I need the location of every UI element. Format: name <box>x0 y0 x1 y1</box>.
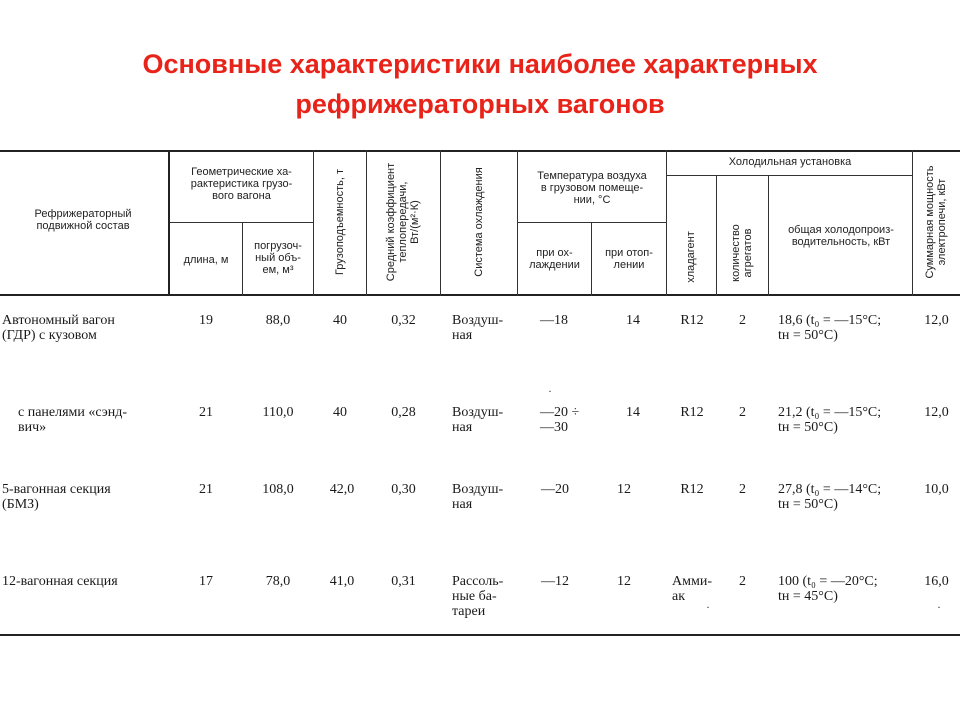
scan-speck: · <box>548 384 552 398</box>
row-1-cooling: Воздуш- ная <box>452 405 504 435</box>
row-3-refrigerant: Амми- ак <box>672 574 712 604</box>
row-2-volume: 108,0 <box>262 482 294 497</box>
header-temperature: Температура воздуха в грузовом помеще- нии, °С <box>537 170 647 206</box>
row-3-coeff: 0,31 <box>391 574 416 589</box>
vrule-2 <box>313 150 314 296</box>
vrule-9 <box>768 175 769 296</box>
header-total-capacity: общая холодопроиз- водительность, кВт <box>788 224 894 248</box>
header-units-count: количество агрегатов <box>730 224 754 282</box>
header-heat-coeff: Средний коэффициент теплопередачи, Вт/(м²·К) <box>385 162 421 282</box>
row-1-power: 12,0 <box>924 405 949 420</box>
row-0-t-heat: 14 <box>626 313 640 328</box>
row-1-name: с панелями «сэнд- вич» <box>18 405 128 435</box>
scan-speck: · <box>706 600 710 614</box>
row-1-total: 21,2 (t₀ = —15°С; tн = 50°С) <box>778 405 882 435</box>
row-1-length: 21 <box>199 405 213 420</box>
row-0-power: 12,0 <box>924 313 949 328</box>
row-2-length: 21 <box>199 482 213 497</box>
row-3-power: 16,0 <box>924 574 949 589</box>
scan-speck: · <box>937 600 941 614</box>
header-refrigeration-unit: Холодильная установка <box>728 156 852 168</box>
row-1-coeff: 0,28 <box>391 405 416 420</box>
slide-title-line-2: рефрижераторных вагонов <box>295 89 665 119</box>
header-bottom-rule <box>0 294 960 296</box>
row-3-cooling: Рассоль- ные ба- тареи <box>452 574 504 619</box>
table-bottom-rule <box>0 634 960 636</box>
row-3-t-cool: —12 <box>541 574 569 589</box>
header-rule-refrig <box>667 175 913 176</box>
row-2-cooling: Воздуш- ная <box>452 482 504 512</box>
row-3-volume: 78,0 <box>265 574 291 589</box>
row-3-length: 17 <box>199 574 213 589</box>
row-0-length: 19 <box>199 313 213 328</box>
vrule-3 <box>366 150 367 296</box>
header-temp-cooling: при ох- лаждении <box>529 247 580 271</box>
header-volume: погрузоч- ный объ- ем, м³ <box>254 240 302 276</box>
row-2-refrigerant: R12 <box>680 482 704 497</box>
header-capacity: Грузоподъемность, т <box>334 168 346 276</box>
vrule-8 <box>716 175 717 296</box>
row-2-capacity: 42,0 <box>329 482 355 497</box>
header-temp-heating: при отоп- лении <box>605 247 653 271</box>
row-1-t-heat: 14 <box>626 405 640 420</box>
header-cooling-system: Система охлаждения <box>473 167 485 277</box>
row-1-capacity: 40 <box>333 405 347 420</box>
vrule-7 <box>666 150 667 296</box>
row-0-name: Автономный вагон (ГДР) с кузовом <box>2 313 115 343</box>
row-3-t-heat: 12 <box>617 574 631 589</box>
row-0-volume: 88,0 <box>265 313 291 328</box>
row-3-total: 100 (t₀ = —20°С; tн = 45°С) <box>778 574 878 604</box>
header-length: длина, м <box>183 254 229 266</box>
row-0-coeff: 0,32 <box>391 313 416 328</box>
header-rolling-stock: Рефрижераторный подвижной состав <box>34 208 132 232</box>
row-0-units: 2 <box>739 313 746 328</box>
row-2-name: 5-вагонная секция (БМЗ) <box>2 482 111 512</box>
row-1-volume: 110,0 <box>262 405 294 420</box>
header-geometry: Геометрические ха- рактеристика грузо- вого вагона <box>190 166 293 202</box>
row-2-total: 27,8 (t₀ = —14°С; tн = 50°С) <box>778 482 882 512</box>
slide-title-line-1: Основные характеристики наиболее характерных <box>142 49 818 79</box>
vrule-10 <box>912 150 913 296</box>
row-0-refrigerant: R12 <box>680 313 704 328</box>
vrule-4 <box>440 150 441 296</box>
row-1-t-cool: —20 ÷ —30 <box>540 405 580 435</box>
row-2-power: 10,0 <box>924 482 949 497</box>
row-0-cooling: Воздуш- ная <box>452 313 504 343</box>
row-0-t-cool: —18 <box>540 313 568 328</box>
header-refrigerant: хладагент <box>685 231 697 283</box>
row-2-t-cool: —20 <box>541 482 569 497</box>
row-2-units: 2 <box>739 482 746 497</box>
row-3-units: 2 <box>739 574 746 589</box>
row-0-capacity: 40 <box>333 313 347 328</box>
header-rule-temperature <box>518 222 666 223</box>
row-1-refrigerant: R12 <box>680 405 704 420</box>
row-1-units: 2 <box>739 405 746 420</box>
row-3-name: 12-вагонная секция <box>2 574 118 589</box>
row-3-capacity: 41,0 <box>329 574 355 589</box>
row-0-total: 18,6 (t₀ = —15°С; tн = 50°С) <box>778 313 882 343</box>
row-2-t-heat: 12 <box>617 482 631 497</box>
header-total-power: Суммарная мощность электропечи, кВт <box>924 165 948 279</box>
row-2-coeff: 0,30 <box>391 482 416 497</box>
